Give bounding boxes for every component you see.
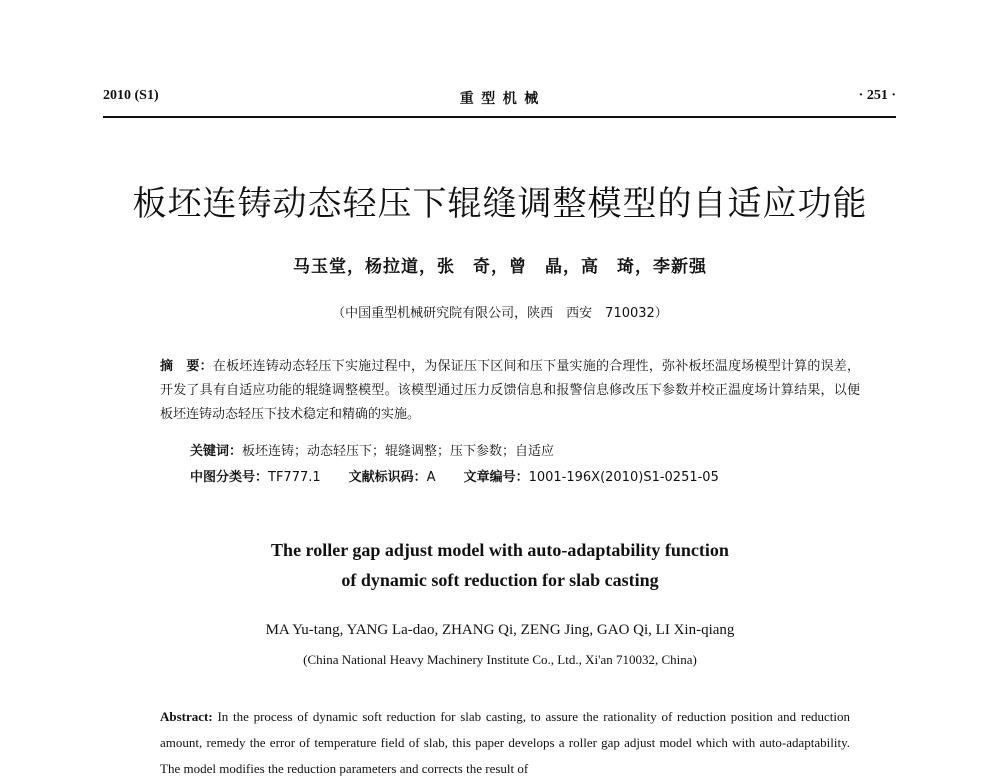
document-code-label: 文献标识码： (348, 470, 427, 485)
title-english-line1: The roller gap adjust model with auto-adaptability function (271, 540, 729, 560)
abstract-label-chinese: 摘 要： (160, 359, 213, 374)
title-english-line2: of dynamic soft reduction for slab casting (341, 570, 659, 590)
clc-label: 中图分类号： (190, 470, 269, 485)
header-rule (103, 116, 896, 118)
authors-chinese: 马玉堂，杨拉道，张 奇，曾 晶，高 琦，李新强 (293, 257, 707, 277)
authors-english: MA Yu-tang, YANG La-dao, ZHANG Qi, ZENG Jing, GAO Qi, LI Xin-qiang (265, 622, 735, 638)
header-journal-issue: 2010 (S1) (103, 88, 159, 103)
affiliation-english: (China National Heavy Machinery Institute Co., Ltd., Xi'an 710032, China) (303, 652, 697, 667)
header-page-number: · 251 · (858, 88, 896, 103)
abstract-text-chinese: 在板坯连铸动态轻压下实施过程中，为保证压下区间和压下量实施的合理性，弥补板坯温度场模型计算的误差，开发了具有自适应功能的辊缝调整模型。该模型通过压力反馈信息和报警信息修改压下参数并校正温度场计算结果，以便板坯连铸动态轻压下技术稳定和精确的实施。 (160, 359, 860, 422)
abstract-text-english: In the process of dynamic soft reduction for slab casting, to assure the rationality of reduction position and reduction amount, remedy the error of temperature field of slab, this paper develops a roller gap adjust model which with auto-adaptability. The model modifies the reduction parameters and corrects the result of (160, 709, 850, 776)
classification-line (190, 466, 719, 485)
abstract-label-english: Abstract: (160, 709, 213, 724)
abstract-chinese (160, 355, 860, 427)
keywords-text: 板坯连铸；动态轻压下；辊缝调整；压下参数；自适应 (242, 444, 555, 459)
abstract-english (160, 704, 850, 782)
header-journal-name: 重 型 机 械 (459, 92, 541, 107)
affiliation-chinese: （中国重型机械研究院有限公司，陕西 西安 710032） (332, 306, 668, 321)
document-code-value: A (426, 470, 436, 485)
article-number-label: 文章编号： (463, 470, 529, 485)
keywords-label: 关键词： (190, 444, 243, 459)
keywords-chinese (190, 440, 554, 459)
article-number-value: 1001-196X(2010)S1-0251-05 (528, 470, 719, 485)
clc-value: TF777.1 (268, 470, 321, 485)
title-chinese: 板坯连铸动态轻压下辊缝调整模型的自适应功能 (132, 184, 868, 224)
